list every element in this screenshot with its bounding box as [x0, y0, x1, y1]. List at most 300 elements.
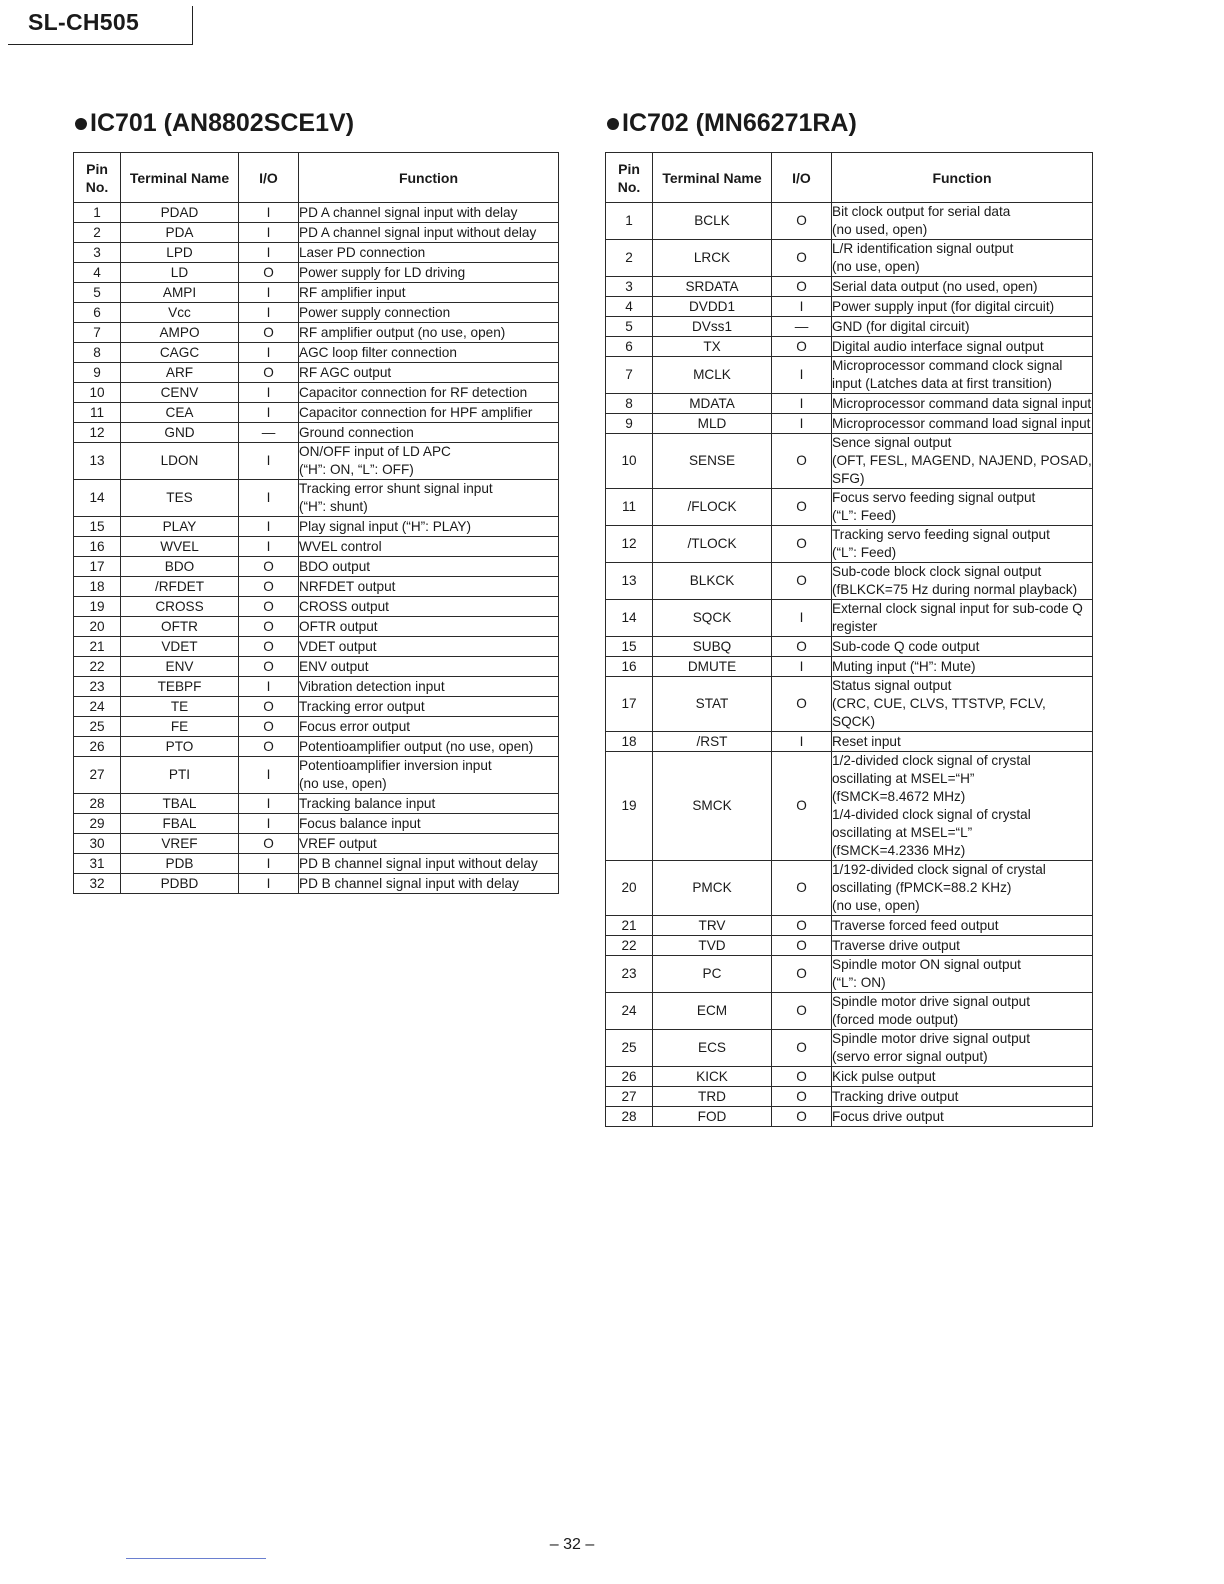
- pin-number-cell: 5: [606, 317, 653, 337]
- function-cell: Spindle motor drive signal output (forced mode output): [832, 993, 1093, 1030]
- table-row: [606, 637, 1093, 657]
- io-cell: O: [239, 617, 299, 637]
- pin-number-cell: 14: [74, 480, 121, 517]
- table-row: [74, 383, 559, 403]
- table-row: [74, 697, 559, 717]
- io-cell: I: [772, 657, 832, 677]
- io-cell: I: [239, 874, 299, 894]
- terminal-name-cell: TBAL: [121, 794, 239, 814]
- function-cell: OFTR output: [299, 617, 559, 637]
- io-cell: I: [239, 403, 299, 423]
- table-row: [74, 243, 559, 263]
- function-cell: Capacitor connection for RF detection: [299, 383, 559, 403]
- terminal-name-cell: WVEL: [121, 537, 239, 557]
- terminal-name-cell: DVss1: [653, 317, 772, 337]
- table-row: [606, 657, 1093, 677]
- function-cell: WVEL control: [299, 537, 559, 557]
- table-row: [606, 489, 1093, 526]
- pin-number-cell: 21: [74, 637, 121, 657]
- table-row: [74, 323, 559, 343]
- io-cell: O: [239, 557, 299, 577]
- pin-number-cell: 22: [606, 936, 653, 956]
- table-row: [74, 597, 559, 617]
- table-row: [74, 443, 559, 480]
- table-row: [74, 263, 559, 283]
- io-cell: I: [239, 677, 299, 697]
- table-row: [74, 537, 559, 557]
- terminal-name-cell: Vcc: [121, 303, 239, 323]
- terminal-name-cell: VDET: [121, 637, 239, 657]
- function-cell: Capacitor connection for HPF amplifier: [299, 403, 559, 423]
- io-cell: —: [772, 317, 832, 337]
- terminal-name-cell: OFTR: [121, 617, 239, 637]
- terminal-name-cell: PTI: [121, 757, 239, 794]
- terminal-name-cell: VREF: [121, 834, 239, 854]
- io-cell: I: [239, 343, 299, 363]
- io-cell: I: [239, 203, 299, 223]
- table-row: [606, 1087, 1093, 1107]
- pin-no-header: Pin No.: [74, 153, 121, 203]
- table-row: [606, 1067, 1093, 1087]
- function-cell: ON/OFF input of LD APC (“H”: ON, “L”: OFF): [299, 443, 559, 480]
- terminal-name-cell: ARF: [121, 363, 239, 383]
- io-cell: O: [772, 936, 832, 956]
- function-cell: ENV output: [299, 657, 559, 677]
- table-row: [74, 363, 559, 383]
- terminal-name-cell: SUBQ: [653, 637, 772, 657]
- io-cell: O: [772, 861, 832, 916]
- table-row: [74, 423, 559, 443]
- terminal-name-header: Terminal Name: [653, 153, 772, 203]
- function-cell: RF amplifier output (no use, open): [299, 323, 559, 343]
- table-row: [74, 303, 559, 323]
- model-number: SL-CH505: [28, 9, 140, 35]
- io-cell: O: [772, 526, 832, 563]
- function-cell: Vibration detection input: [299, 677, 559, 697]
- pin-number-cell: 26: [74, 737, 121, 757]
- bullet-icon: [75, 118, 87, 130]
- io-cell: O: [772, 203, 832, 240]
- io-cell: O: [239, 577, 299, 597]
- ic701-title: IC701 (AN8802SCE1V): [90, 109, 355, 137]
- terminal-name-cell: PDA: [121, 223, 239, 243]
- function-cell: Potentioamplifier output (no use, open): [299, 737, 559, 757]
- io-cell: I: [772, 600, 832, 637]
- bullet-icon: [607, 118, 619, 130]
- pin-number-cell: 25: [606, 1030, 653, 1067]
- table-row: [74, 794, 559, 814]
- io-cell: —: [239, 423, 299, 443]
- ic702-pin-table: [605, 152, 1093, 1127]
- terminal-name-cell: /FLOCK: [653, 489, 772, 526]
- pin-number-cell: 13: [606, 563, 653, 600]
- table-row: [606, 1030, 1093, 1067]
- function-cell: External clock signal input for sub-code Q register: [832, 600, 1093, 637]
- table-row: [606, 993, 1093, 1030]
- table-row: [74, 677, 559, 697]
- io-cell: I: [239, 517, 299, 537]
- function-cell: VDET output: [299, 637, 559, 657]
- terminal-name-cell: ECS: [653, 1030, 772, 1067]
- terminal-name-cell: PDAD: [121, 203, 239, 223]
- function-cell: Muting input (“H”: Mute): [832, 657, 1093, 677]
- function-cell: Reset input: [832, 732, 1093, 752]
- pin-number-cell: 24: [606, 993, 653, 1030]
- table-row: [606, 240, 1093, 277]
- function-cell: CROSS output: [299, 597, 559, 617]
- terminal-name-cell: TRD: [653, 1087, 772, 1107]
- page-number: – 32 –: [549, 1536, 595, 1553]
- terminal-name-cell: TRV: [653, 916, 772, 936]
- table-row: [606, 297, 1093, 317]
- pin-number-cell: 17: [74, 557, 121, 577]
- pin-number-cell: 19: [74, 597, 121, 617]
- pin-number-cell: 7: [74, 323, 121, 343]
- table-row: [606, 600, 1093, 637]
- io-cell: O: [239, 637, 299, 657]
- io-cell: O: [772, 337, 832, 357]
- pin-number-cell: 1: [74, 203, 121, 223]
- io-cell: I: [772, 414, 832, 434]
- table-row: [74, 737, 559, 757]
- function-cell: Focus servo feeding signal output (“L”: Feed): [832, 489, 1093, 526]
- terminal-name-cell: STAT: [653, 677, 772, 732]
- table-row: [74, 283, 559, 303]
- io-cell: O: [239, 657, 299, 677]
- io-cell: O: [239, 263, 299, 283]
- table-row: [74, 637, 559, 657]
- table-row: [74, 834, 559, 854]
- terminal-name-cell: DMUTE: [653, 657, 772, 677]
- pin-number-cell: 21: [606, 916, 653, 936]
- function-cell: Tracking error shunt signal input (“H”: shunt): [299, 480, 559, 517]
- io-cell: I: [772, 394, 832, 414]
- pin-number-cell: 2: [606, 240, 653, 277]
- pin-no-header: Pin No.: [606, 153, 653, 203]
- io-cell: I: [239, 223, 299, 243]
- footer-divider: [126, 1558, 266, 1559]
- function-cell: Sub-code block clock signal output (fBLKCK=75 Hz during normal playback): [832, 563, 1093, 600]
- pin-number-cell: 4: [606, 297, 653, 317]
- io-cell: O: [239, 363, 299, 383]
- pin-number-cell: 9: [606, 414, 653, 434]
- pin-number-cell: 31: [74, 854, 121, 874]
- io-cell: O: [772, 1087, 832, 1107]
- pin-number-cell: 14: [606, 600, 653, 637]
- terminal-name-cell: LDON: [121, 443, 239, 480]
- io-cell: I: [239, 854, 299, 874]
- terminal-name-header: Terminal Name: [121, 153, 239, 203]
- io-cell: I: [772, 357, 832, 394]
- table-row: [74, 617, 559, 637]
- pin-number-cell: 16: [74, 537, 121, 557]
- io-cell: O: [239, 717, 299, 737]
- terminal-name-cell: MDATA: [653, 394, 772, 414]
- io-cell: I: [239, 480, 299, 517]
- function-cell: Spindle motor drive signal output (servo error signal output): [832, 1030, 1093, 1067]
- io-cell: I: [239, 283, 299, 303]
- function-cell: Digital audio interface signal output: [832, 337, 1093, 357]
- pin-number-cell: 11: [606, 489, 653, 526]
- function-cell: PD A channel signal input without delay: [299, 223, 559, 243]
- table-row: [74, 403, 559, 423]
- pin-number-cell: 2: [74, 223, 121, 243]
- function-cell: Status signal output (CRC, CUE, CLVS, TTSTVP, FCLV, SQCK): [832, 677, 1093, 732]
- io-cell: O: [772, 277, 832, 297]
- function-cell: Power supply for LD driving: [299, 263, 559, 283]
- pin-number-cell: 10: [606, 434, 653, 489]
- io-cell: O: [772, 434, 832, 489]
- terminal-name-cell: PTO: [121, 737, 239, 757]
- terminal-name-cell: AMPI: [121, 283, 239, 303]
- function-cell: Power supply input (for digital circuit): [832, 297, 1093, 317]
- io-cell: I: [239, 537, 299, 557]
- io-cell: O: [772, 677, 832, 732]
- pin-number-cell: 30: [74, 834, 121, 854]
- io-header: I/O: [772, 153, 832, 203]
- function-cell: Serial data output (no used, open): [832, 277, 1093, 297]
- io-cell: O: [239, 323, 299, 343]
- terminal-name-cell: DVDD1: [653, 297, 772, 317]
- function-cell: Microprocessor command load signal input: [832, 414, 1093, 434]
- table-row: [606, 936, 1093, 956]
- table-row: [74, 203, 559, 223]
- terminal-name-cell: CENV: [121, 383, 239, 403]
- function-cell: Tracking servo feeding signal output (“L”: Feed): [832, 526, 1093, 563]
- table-row: [74, 577, 559, 597]
- function-cell: Tracking error output: [299, 697, 559, 717]
- pin-number-cell: 5: [74, 283, 121, 303]
- table-row: [74, 854, 559, 874]
- terminal-name-cell: BCLK: [653, 203, 772, 240]
- pin-number-cell: 26: [606, 1067, 653, 1087]
- io-cell: O: [239, 834, 299, 854]
- pin-number-cell: 22: [74, 657, 121, 677]
- table-row: [74, 223, 559, 243]
- function-cell: PD B channel signal input without delay: [299, 854, 559, 874]
- io-cell: I: [772, 732, 832, 752]
- pin-number-cell: 4: [74, 263, 121, 283]
- terminal-name-cell: SQCK: [653, 600, 772, 637]
- terminal-name-cell: /RST: [653, 732, 772, 752]
- table-row: [606, 956, 1093, 993]
- function-header: Function: [299, 153, 559, 203]
- io-cell: O: [772, 1067, 832, 1087]
- pin-number-cell: 29: [74, 814, 121, 834]
- terminal-name-cell: AMPO: [121, 323, 239, 343]
- table-row: [606, 752, 1093, 861]
- terminal-name-cell: BLKCK: [653, 563, 772, 600]
- terminal-name-cell: LRCK: [653, 240, 772, 277]
- terminal-name-cell: SRDATA: [653, 277, 772, 297]
- io-cell: I: [239, 814, 299, 834]
- pin-number-cell: 15: [606, 637, 653, 657]
- function-cell: Potentioamplifier inversion input (no use, open): [299, 757, 559, 794]
- terminal-name-cell: ENV: [121, 657, 239, 677]
- pin-number-cell: 9: [74, 363, 121, 383]
- function-header: Function: [832, 153, 1093, 203]
- ic701-pin-table: [73, 152, 559, 894]
- terminal-name-cell: LPD: [121, 243, 239, 263]
- pin-number-cell: 8: [74, 343, 121, 363]
- function-cell: Focus drive output: [832, 1107, 1093, 1127]
- io-cell: I: [239, 243, 299, 263]
- pin-number-cell: 3: [606, 277, 653, 297]
- terminal-name-cell: SENSE: [653, 434, 772, 489]
- io-cell: I: [239, 443, 299, 480]
- function-cell: Focus error output: [299, 717, 559, 737]
- function-cell: L/R identification signal output (no use, open): [832, 240, 1093, 277]
- function-cell: Focus balance input: [299, 814, 559, 834]
- io-header: I/O: [239, 153, 299, 203]
- terminal-name-cell: TE: [121, 697, 239, 717]
- function-cell: RF AGC output: [299, 363, 559, 383]
- function-cell: Sence signal output (OFT, FESL, MAGEND, NAJEND, POSAD, SFG): [832, 434, 1093, 489]
- pin-number-cell: 27: [606, 1087, 653, 1107]
- function-cell: VREF output: [299, 834, 559, 854]
- function-cell: 1/2-divided clock signal of crystal oscillating at MSEL=“H” (fSMCK=8.4672 MHz) 1/4-divided clock signal of crystal oscillating at MSEL=“L” (fSMCK=4.2336 MHz): [832, 752, 1093, 861]
- pin-number-cell: 27: [74, 757, 121, 794]
- io-cell: I: [772, 297, 832, 317]
- table-row: [606, 861, 1093, 916]
- table-row: [606, 526, 1093, 563]
- function-cell: RF amplifier input: [299, 283, 559, 303]
- function-cell: Laser PD connection: [299, 243, 559, 263]
- terminal-name-cell: MLD: [653, 414, 772, 434]
- pin-number-cell: 28: [606, 1107, 653, 1127]
- function-cell: AGC loop filter connection: [299, 343, 559, 363]
- io-cell: O: [772, 637, 832, 657]
- pin-number-cell: 25: [74, 717, 121, 737]
- pin-number-cell: 7: [606, 357, 653, 394]
- terminal-name-cell: CROSS: [121, 597, 239, 617]
- function-cell: Ground connection: [299, 423, 559, 443]
- function-cell: Power supply connection: [299, 303, 559, 323]
- pin-number-cell: 11: [74, 403, 121, 423]
- io-cell: I: [239, 757, 299, 794]
- io-cell: O: [772, 916, 832, 936]
- io-cell: O: [772, 1030, 832, 1067]
- io-cell: O: [772, 1107, 832, 1127]
- table-row: [74, 717, 559, 737]
- terminal-name-cell: CEA: [121, 403, 239, 423]
- pin-number-cell: 6: [74, 303, 121, 323]
- function-cell: Play signal input (“H”: PLAY): [299, 517, 559, 537]
- table-row: [74, 657, 559, 677]
- function-cell: Bit clock output for serial data (no used, open): [832, 203, 1093, 240]
- terminal-name-cell: PC: [653, 956, 772, 993]
- table-row: [606, 357, 1093, 394]
- table-row: [74, 814, 559, 834]
- terminal-name-cell: LD: [121, 263, 239, 283]
- table-row: [606, 732, 1093, 752]
- terminal-name-cell: TX: [653, 337, 772, 357]
- table-row: [606, 414, 1093, 434]
- pin-number-cell: 20: [74, 617, 121, 637]
- pin-number-cell: 15: [74, 517, 121, 537]
- terminal-name-cell: PMCK: [653, 861, 772, 916]
- table-row: [74, 480, 559, 517]
- function-cell: PD B channel signal input with delay: [299, 874, 559, 894]
- function-cell: BDO output: [299, 557, 559, 577]
- terminal-name-cell: TEBPF: [121, 677, 239, 697]
- function-cell: Spindle motor ON signal output (“L”: ON): [832, 956, 1093, 993]
- function-cell: GND (for digital circuit): [832, 317, 1093, 337]
- function-cell: Traverse drive output: [832, 936, 1093, 956]
- terminal-name-cell: SMCK: [653, 752, 772, 861]
- terminal-name-cell: /TLOCK: [653, 526, 772, 563]
- pin-number-cell: 23: [606, 956, 653, 993]
- io-cell: O: [239, 697, 299, 717]
- function-cell: Traverse forced feed output: [832, 916, 1093, 936]
- terminal-name-cell: GND: [121, 423, 239, 443]
- pin-number-cell: 13: [74, 443, 121, 480]
- ic701-heading: [75, 109, 354, 138]
- pin-number-cell: 19: [606, 752, 653, 861]
- terminal-name-cell: PDB: [121, 854, 239, 874]
- pin-number-cell: 17: [606, 677, 653, 732]
- terminal-name-cell: ECM: [653, 993, 772, 1030]
- pin-number-cell: 8: [606, 394, 653, 414]
- pin-number-cell: 23: [74, 677, 121, 697]
- terminal-name-cell: TES: [121, 480, 239, 517]
- table-row: [74, 517, 559, 537]
- io-cell: O: [772, 489, 832, 526]
- ic702-title: IC702 (MN66271RA): [622, 109, 857, 137]
- terminal-name-cell: PDBD: [121, 874, 239, 894]
- table-row: [606, 563, 1093, 600]
- pin-number-cell: 24: [74, 697, 121, 717]
- terminal-name-cell: BDO: [121, 557, 239, 577]
- io-cell: O: [772, 993, 832, 1030]
- pin-number-cell: 12: [606, 526, 653, 563]
- pin-number-cell: 18: [74, 577, 121, 597]
- ic702-pin-rows: [606, 203, 1093, 1127]
- io-cell: O: [772, 240, 832, 277]
- pin-number-cell: 6: [606, 337, 653, 357]
- pin-number-cell: 20: [606, 861, 653, 916]
- terminal-name-cell: FBAL: [121, 814, 239, 834]
- io-cell: O: [772, 956, 832, 993]
- function-cell: PD A channel signal input with delay: [299, 203, 559, 223]
- table-row: [606, 1107, 1093, 1127]
- pin-number-cell: 3: [74, 243, 121, 263]
- terminal-name-cell: FOD: [653, 1107, 772, 1127]
- pin-number-cell: 32: [74, 874, 121, 894]
- function-cell: Microprocessor command clock signal input (Latches data at first transition): [832, 357, 1093, 394]
- table-row: [74, 557, 559, 577]
- ic701-pin-rows: [74, 203, 559, 894]
- function-cell: Kick pulse output: [832, 1067, 1093, 1087]
- table-row: [606, 203, 1093, 240]
- pin-number-cell: 12: [74, 423, 121, 443]
- pin-number-cell: 18: [606, 732, 653, 752]
- table-row: [74, 874, 559, 894]
- ic702-heading: [607, 109, 857, 138]
- table-row: [606, 337, 1093, 357]
- io-cell: O: [239, 737, 299, 757]
- table-row: [74, 343, 559, 363]
- terminal-name-cell: /RFDET: [121, 577, 239, 597]
- pin-number-cell: 1: [606, 203, 653, 240]
- terminal-name-cell: KICK: [653, 1067, 772, 1087]
- function-cell: Sub-code Q code output: [832, 637, 1093, 657]
- pin-number-cell: 16: [606, 657, 653, 677]
- function-cell: Tracking balance input: [299, 794, 559, 814]
- function-cell: Tracking drive output: [832, 1087, 1093, 1107]
- function-cell: NRFDET output: [299, 577, 559, 597]
- table-row: [606, 277, 1093, 297]
